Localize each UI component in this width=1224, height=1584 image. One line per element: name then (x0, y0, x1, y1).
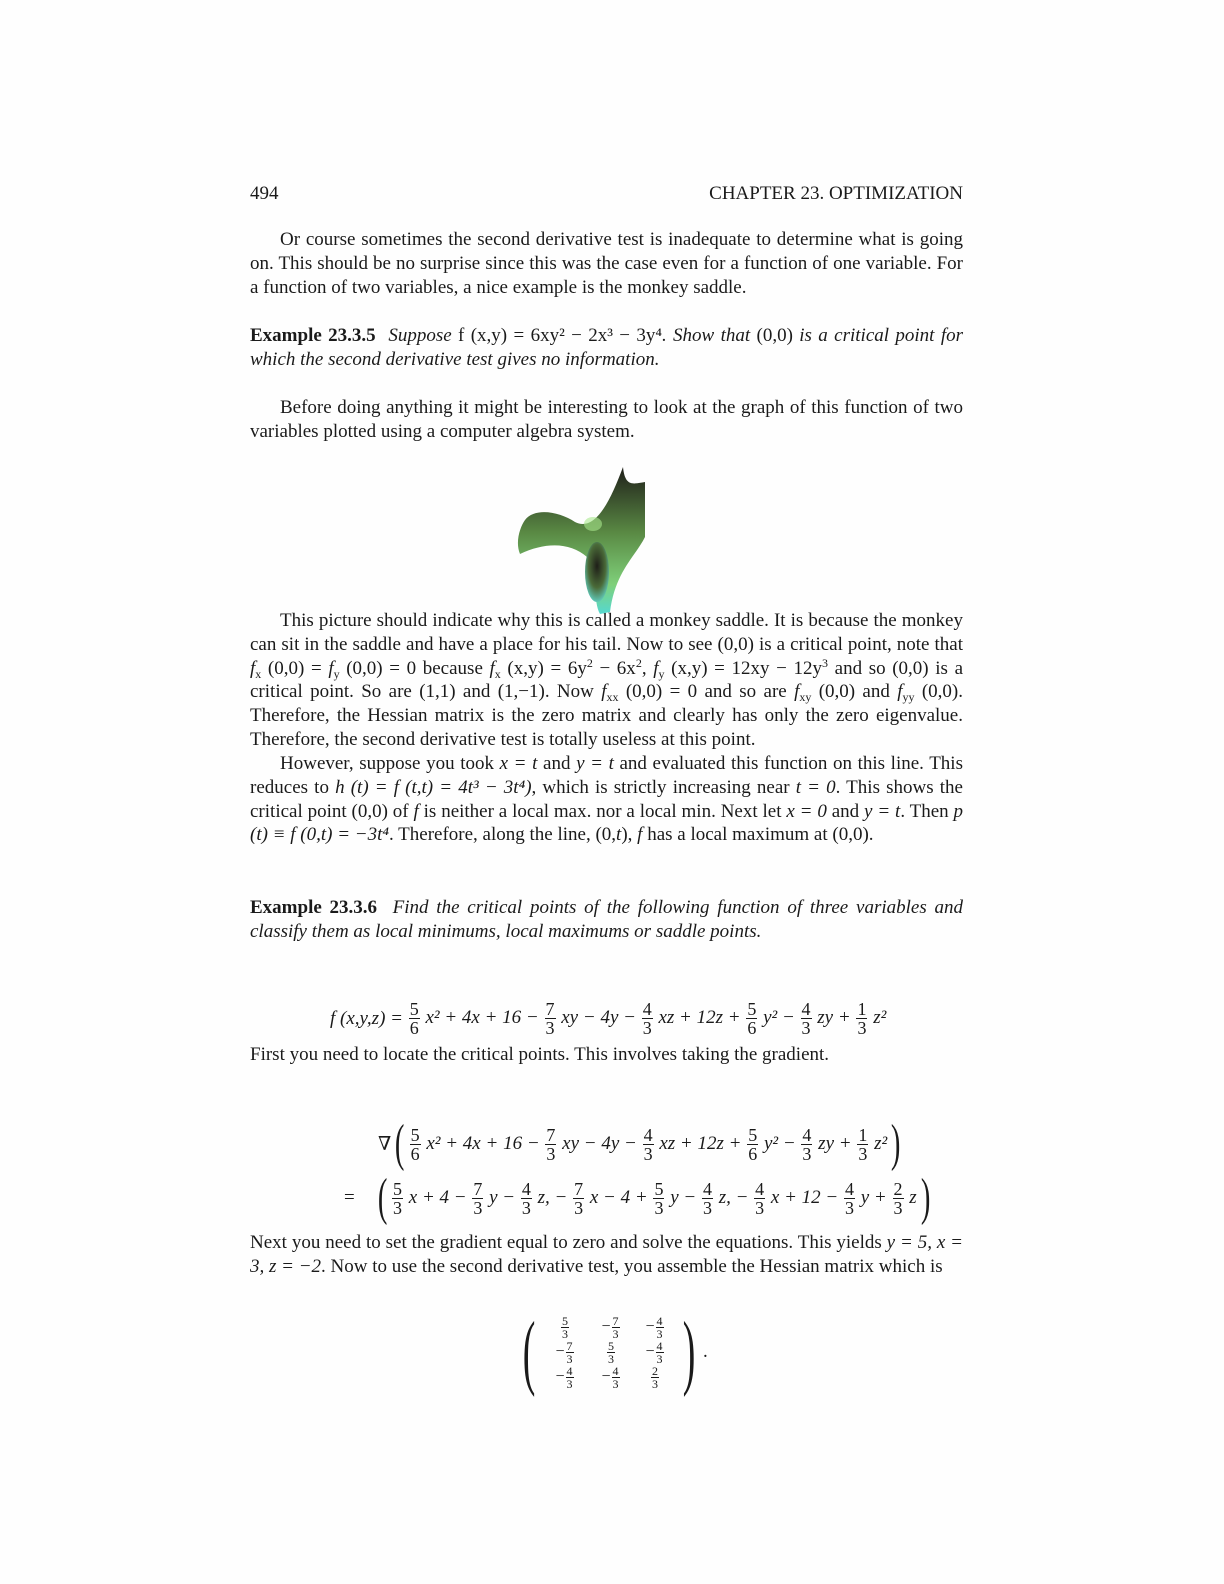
fraction (747, 1126, 758, 1163)
numerator: 5 (409, 999, 419, 1019)
denominator: 3 (654, 1197, 664, 1218)
sign: − (555, 1368, 565, 1385)
fraction (642, 1000, 653, 1037)
numerator: 7 (566, 1338, 573, 1353)
function-definition (330, 1000, 886, 1037)
matrix-entry (543, 1315, 587, 1340)
numerator: 4 (643, 1124, 653, 1145)
eq-lhs: f (x,y,z) = (330, 1007, 403, 1029)
eq-terms (408, 1000, 887, 1037)
fraction (566, 1340, 574, 1365)
term-text: x − 4 + (585, 1186, 653, 1208)
term-text: x² + 4x + 16 − (420, 1006, 544, 1028)
example-23-3-5 (250, 324, 963, 372)
matrix-entry (587, 1315, 635, 1340)
denominator: 3 (566, 1376, 573, 1391)
numerator: 4 (802, 1124, 812, 1145)
denominator: 3 (607, 1351, 614, 1366)
fraction (801, 1000, 812, 1037)
fraction (566, 1365, 574, 1390)
fraction (410, 1126, 421, 1163)
denominator: 3 (545, 1018, 555, 1038)
example-text: is a critical point for which the second derivative test gives no information. (250, 325, 963, 370)
denominator: 3 (802, 1143, 812, 1164)
term-text: z, − (532, 1186, 573, 1208)
hessian-matrix (515, 1305, 708, 1398)
matrix-entry (587, 1340, 635, 1365)
denominator: 3 (561, 1326, 568, 1341)
term-text: xy − 4y − (557, 1132, 642, 1154)
numerator: 5 (747, 999, 757, 1019)
example-23-3-6 (250, 896, 963, 944)
term-text: y + (856, 1186, 892, 1208)
numerator: 4 (566, 1363, 573, 1378)
fraction (612, 1365, 620, 1390)
term-text: z² (869, 1132, 888, 1154)
numerator: 2 (893, 1178, 903, 1199)
fraction (573, 1180, 584, 1217)
fraction (545, 1000, 556, 1037)
saddle-surface (518, 467, 645, 614)
matrix-entry (635, 1315, 675, 1340)
fraction (844, 1180, 855, 1217)
denominator: 3 (857, 1018, 867, 1038)
paragraph-graph: Before doing anything it might be interesting to look at the graph of this function of two variables plotted using a computer algebra system. (250, 397, 963, 442)
fraction (893, 1180, 904, 1217)
numerator: 1 (857, 999, 867, 1019)
paragraph-monkey-saddle: This picture should indicate why this is called a monkey saddle. It is because the monkey can sit in the saddle and have a place for his tail. Now to see (0,0) is a critical point, note that $f_x$ $(0,0) = f_y$ (0,0) = 0 because $f_x$ $(x,y) = 6y^2 - 6x^2$, $f_y$ $(x,y) = 12xy - 12y^3$ and so (0,0) is a critical point. So are (1,1) and (1,−1). Now $f_{xx}$ (0,0) = 0 and so are $f_{xy}$ (0,0) and $f_{yy}$ (0,0). Therefore, the Hessian matrix is the zero matrix and clearly has only the zero eigenvalue. Therefore, the second derivative test is totally useless at this point. (250, 610, 964, 750)
chapter-title: CHAPTER 23. OPTIMIZATION (709, 183, 963, 204)
gradient-row-2 (344, 1169, 934, 1226)
sign: − (601, 1368, 611, 1385)
numerator: 5 (410, 1124, 420, 1145)
denominator: 3 (656, 1326, 663, 1341)
fraction (801, 1126, 812, 1163)
term-text: x² + 4x + 16 − (421, 1132, 545, 1154)
matrix-entry (635, 1365, 675, 1390)
term-text: x + 4 − (404, 1186, 472, 1208)
numerator: 7 (574, 1178, 584, 1199)
denominator: 3 (643, 1143, 653, 1164)
example-label: Example 23.3.6 (250, 897, 378, 918)
term-text: y − (665, 1186, 701, 1208)
fraction (561, 1315, 569, 1340)
right-paren: ) (920, 1169, 931, 1226)
matrix-entry (543, 1340, 587, 1365)
term-text: zy + (813, 1132, 857, 1154)
numerator: 2 (651, 1363, 658, 1378)
equals-sign: = (344, 1187, 355, 1208)
term-text: y² − (758, 1006, 800, 1028)
denominator: 3 (893, 1197, 903, 1218)
denominator: 6 (410, 1143, 420, 1164)
monkey-saddle-plot (515, 462, 650, 617)
paragraph-intro: Or course sometimes the second derivative test is inadequate to determine what is going on. This should be no surprise since this was the case even for a function of one variable. For a function of two variables, a nice example is the monkey saddle. (250, 229, 963, 298)
paragraph-line-analysis: However, suppose you took x = t and y = t and evaluated this function on this line. This reduces to h (t) = f (t,t) = 4t³ − 3t⁴), which is strictly increasing near t = 0. This shows the critical point (0,0) of f is neither a local max. nor a local min. Next let x = 0 and y = t. Then p (t) ≡ f (0,t) = −3t⁴. Therefore, along the line, (0,t), f has a local maximum at (0,0). (250, 753, 963, 846)
denominator: 3 (642, 1018, 652, 1038)
term-text: zy + (812, 1006, 856, 1028)
denominator: 3 (473, 1197, 483, 1218)
fraction (392, 1180, 403, 1217)
running-header (250, 183, 963, 205)
term-text: y² − (759, 1132, 801, 1154)
sign: − (601, 1318, 611, 1335)
right-paren: ) (682, 1305, 696, 1398)
example-formula: f (x,y) = 6xy² − 2x³ − 3y⁴ (458, 325, 662, 346)
term-text: y − (484, 1186, 520, 1208)
fraction (409, 1000, 420, 1037)
left-paren: ( (522, 1305, 536, 1398)
right-paren: ) (891, 1115, 901, 1172)
fraction (607, 1340, 615, 1365)
fraction (702, 1180, 713, 1217)
denominator: 6 (409, 1018, 419, 1038)
denominator: 3 (521, 1197, 531, 1218)
fraction (612, 1315, 620, 1340)
term-text: z (904, 1186, 917, 1208)
fraction (746, 1000, 757, 1037)
numerator: 4 (521, 1178, 531, 1199)
denominator: 6 (747, 1018, 757, 1038)
numerator: 5 (607, 1338, 614, 1353)
matrix-entry (635, 1340, 675, 1365)
denominator: 3 (651, 1376, 658, 1391)
example-point: (0,0) (756, 325, 793, 346)
denominator: 3 (845, 1197, 854, 1218)
matrix-entry (543, 1365, 587, 1390)
denominator: 3 (755, 1197, 765, 1218)
numerator: 4 (702, 1178, 712, 1199)
gradient-terms (409, 1126, 888, 1163)
denominator: 3 (656, 1351, 663, 1366)
left-paren: ( (377, 1169, 388, 1226)
left-paren: ( (395, 1115, 405, 1172)
fraction (856, 1000, 867, 1037)
numerator: 4 (642, 999, 652, 1019)
period: . (702, 1341, 708, 1362)
fraction (754, 1180, 765, 1217)
numerator: 4 (755, 1178, 765, 1199)
gradient-result (391, 1180, 917, 1217)
example-label: Example 23.3.5 (250, 325, 376, 346)
fraction (643, 1126, 654, 1163)
paragraph-solve: Next you need to set the gradient equal to zero and solve the equations. This yields y = 5, x = 3, z = −2. Now to use the second derivative test, you assemble the Hessian matrix which is (250, 1232, 963, 1277)
numerator: 1 (858, 1124, 868, 1145)
sign: − (555, 1343, 565, 1360)
numerator: 4 (845, 1178, 854, 1199)
paragraph-gradient: First you need to locate the critical points. This involves taking the gradient. (250, 1044, 830, 1065)
numerator: 7 (473, 1178, 483, 1199)
term-text: xz + 12z + (653, 1006, 746, 1028)
fraction (653, 1180, 664, 1217)
term-text: z, − (713, 1186, 754, 1208)
denominator: 3 (393, 1197, 403, 1218)
matrix-entry (587, 1365, 635, 1390)
fraction (651, 1365, 659, 1390)
numerator: 5 (654, 1178, 664, 1199)
fraction (656, 1315, 664, 1340)
numerator: 5 (561, 1313, 568, 1328)
denominator: 3 (858, 1143, 868, 1164)
numerator: 5 (748, 1124, 758, 1145)
example-text: Suppose (388, 325, 459, 346)
denominator: 3 (612, 1376, 619, 1391)
fraction (656, 1340, 664, 1365)
example-text: . Show that (661, 325, 757, 346)
numerator: 7 (545, 999, 555, 1019)
saddle-dip (585, 542, 609, 602)
example-text: Find the critical points of the following function of three variables and classify them as local minimums, local maximums or saddle points. (250, 897, 964, 942)
fraction (472, 1180, 483, 1217)
nabla-symbol: ∇ (378, 1133, 392, 1155)
term-text: xy − 4y − (556, 1006, 641, 1028)
page-number: 494 (250, 183, 279, 204)
denominator: 3 (702, 1197, 712, 1218)
numerator: 4 (656, 1313, 663, 1328)
denominator: 3 (612, 1326, 619, 1341)
gradient-row-1 (378, 1115, 905, 1172)
numerator: 7 (546, 1124, 556, 1145)
denominator: 6 (748, 1143, 758, 1164)
sign: − (645, 1318, 655, 1335)
denominator: 3 (546, 1143, 556, 1164)
numerator: 5 (393, 1178, 403, 1199)
term-text: xz + 12z + (654, 1132, 747, 1154)
sign: − (645, 1343, 655, 1360)
numerator: 7 (612, 1313, 619, 1328)
fraction (545, 1126, 556, 1163)
numerator: 4 (612, 1363, 619, 1378)
fraction (521, 1180, 532, 1217)
numerator: 4 (801, 999, 811, 1019)
term-text: z² (868, 1006, 887, 1028)
term-text: x + 12 − (766, 1186, 843, 1208)
denominator: 3 (566, 1351, 573, 1366)
numerator: 4 (656, 1338, 663, 1353)
fraction (857, 1126, 868, 1163)
matrix-grid (543, 1315, 675, 1390)
denominator: 3 (801, 1018, 811, 1038)
saddle-highlight (584, 517, 602, 531)
denominator: 3 (574, 1197, 584, 1218)
